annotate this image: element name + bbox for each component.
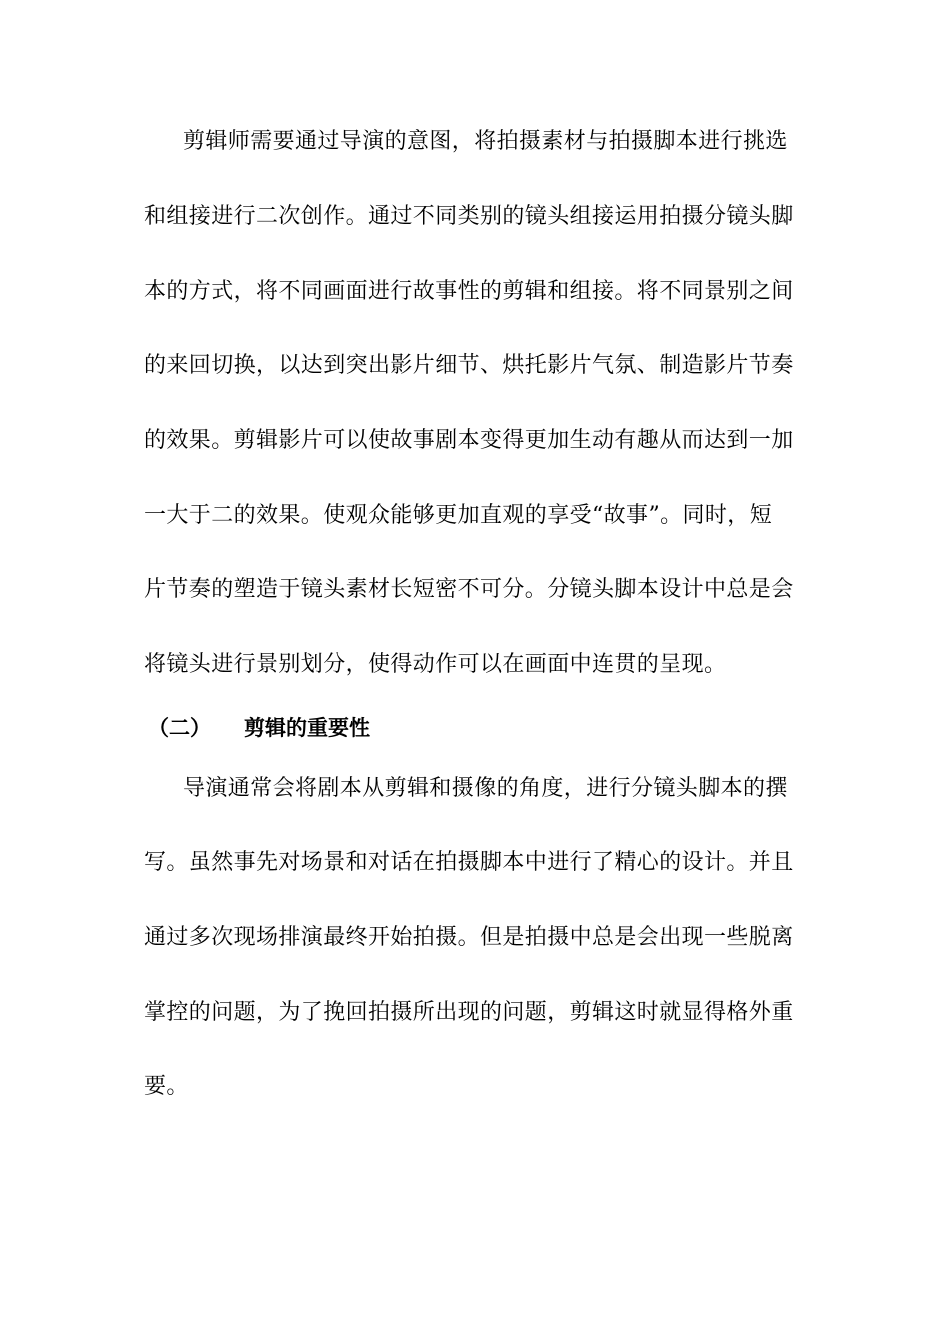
paragraph-line: 将镜头进行景别划分，使得动作可以在画面中连贯的呈现。 <box>144 652 727 677</box>
paragraph-line: 一大于二的效果。使观众能够更加直观的享受“故事”。同时，短 <box>144 503 773 528</box>
paragraph-line: 导演通常会将剧本从剪辑和摄像的角度，进行分镜头脚本的撰 <box>183 776 788 801</box>
paragraph-line: 的来回切换，以达到突出影片细节、烘托影片气氛、制造影片节奏 <box>144 353 794 378</box>
paragraph-line: 和组接进行二次创作。通过不同类别的镜头组接运用拍摄分镜头脚 <box>144 204 794 229</box>
paragraph-line: 本的方式，将不同画面进行故事性的剪辑和组接。将不同景别之间 <box>144 279 794 304</box>
paragraph-line: 通过多次现场排演最终开始拍摄。但是拍摄中总是会出现一些脱离 <box>144 925 794 950</box>
paragraph-line: 掌控的问题，为了挽回拍摄所出现的问题，剪辑这时就显得格外重 <box>144 1000 794 1025</box>
paragraph-line: 要。 <box>144 1074 189 1099</box>
section-heading <box>148 713 370 743</box>
paragraph-line: 剪辑师需要通过导演的意图，将拍摄素材与拍摄脚本进行挑选 <box>183 129 788 154</box>
section-number: （二） <box>148 715 211 740</box>
paragraph-line: 写。虽然事先对场景和对话在拍摄脚本中进行了精心的设计。并且 <box>144 850 794 875</box>
paragraph-line: 的效果。剪辑影片可以使故事剧本变得更加生动有趣从而达到一加 <box>144 428 794 453</box>
section-title: 剪辑的重要性 <box>244 715 370 740</box>
paragraph-line: 片节奏的塑造于镜头素材长短密不可分。分镜头脚本设计中总是会 <box>144 577 794 602</box>
